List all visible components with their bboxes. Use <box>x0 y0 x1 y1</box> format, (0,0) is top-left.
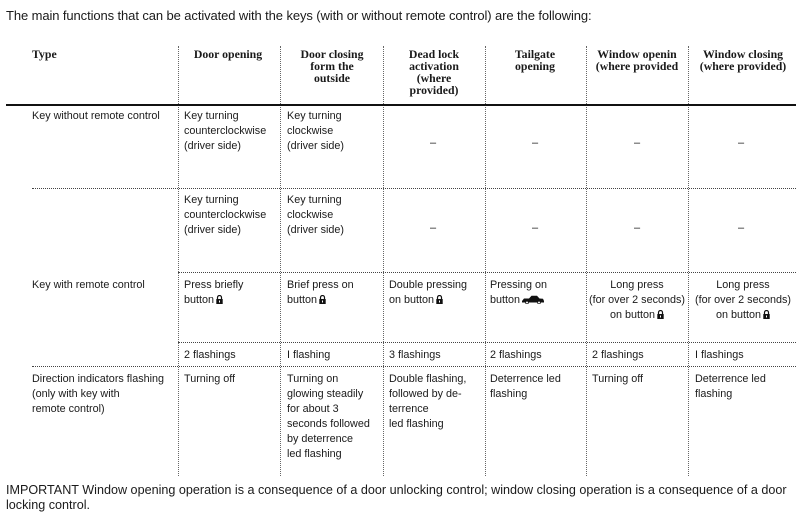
cell-text: button <box>490 294 521 306</box>
padlock-icon <box>319 295 326 304</box>
cell-dead-lock <box>389 278 467 308</box>
cell-line: (for over 2 seconds) <box>588 294 685 306</box>
cell-window-closing <box>695 372 766 402</box>
cell-line <box>287 293 354 308</box>
cell-line: Deterrence led <box>695 373 766 385</box>
cell-tailgate <box>490 372 561 402</box>
dash: – <box>532 137 539 149</box>
cell-door-opening <box>184 109 266 154</box>
cell-line: flashing <box>490 388 528 400</box>
cell-text: on button <box>715 309 762 321</box>
cell-dead-lock <box>389 372 466 432</box>
cell-tailgate <box>490 278 547 308</box>
cell-door-opening <box>184 372 235 387</box>
column-divider <box>178 46 179 476</box>
cell-line: Key turning <box>184 110 239 122</box>
car-icon <box>522 295 544 304</box>
cell-line: Press briefly <box>184 279 244 291</box>
cell-flashings: I flashings <box>695 349 744 361</box>
cell-line: Double pressing <box>389 279 468 291</box>
padlock-icon <box>763 310 770 319</box>
cell-line: (for over 2 seconds) <box>694 294 791 306</box>
dash: – <box>738 222 745 234</box>
header-door-closing <box>282 48 382 84</box>
cell-line: Direction indicators flashing <box>32 373 165 385</box>
header-window-opening <box>588 48 686 72</box>
cell-text: button <box>184 294 215 306</box>
cell-window-opening <box>592 372 643 387</box>
cell-window-closing <box>690 278 796 323</box>
cell-line: Turning on <box>287 373 339 385</box>
cell-line: Long press <box>610 279 664 291</box>
header-line: opening <box>515 59 555 73</box>
cell-line: (driver side) <box>184 224 241 236</box>
cell-line <box>389 293 467 308</box>
cell-flashings: 3 flashings <box>389 349 441 361</box>
cell-line: (only with key with <box>32 388 120 400</box>
cell-line: seconds followed <box>287 418 370 430</box>
cell-line <box>490 293 547 308</box>
dash: – <box>430 137 437 149</box>
cell-line: counterclockwise <box>184 125 267 137</box>
cell-line: Key turning <box>287 194 342 206</box>
cell-line: Double flashing, <box>389 373 467 385</box>
header-line: (where provided) <box>699 59 787 73</box>
cell-line: Turning off <box>592 373 644 385</box>
padlock-icon <box>216 295 223 304</box>
cell-line <box>184 293 243 308</box>
cell-door-closing <box>287 109 344 154</box>
cell-window-opening <box>588 278 686 323</box>
cell-flashings: I flashing <box>287 349 331 361</box>
header-line: (where <box>416 71 452 85</box>
header-rule <box>6 104 796 106</box>
cell-line: Deterrence led <box>490 373 561 385</box>
cell-line: Long press <box>716 279 770 291</box>
header-line: activation <box>409 59 459 73</box>
row-divider <box>32 188 796 189</box>
header-line: Window closing <box>702 47 784 61</box>
cell-line: Key turning <box>184 194 239 206</box>
cell-door-closing <box>287 278 354 308</box>
cell-text: on button <box>389 294 435 306</box>
row-divider <box>178 342 796 343</box>
cell-line: glowing steadily <box>287 388 364 400</box>
cell-door-closing <box>287 372 370 462</box>
header-line: form the <box>310 59 354 73</box>
column-divider <box>485 46 486 476</box>
column-divider <box>383 46 384 476</box>
row-label-key-without-remote: Key without remote control <box>32 110 160 122</box>
cell-line: Turning off <box>184 373 236 385</box>
cell-door-opening <box>184 278 243 308</box>
header-dead-lock <box>385 48 483 96</box>
header-line: Dead lock <box>408 47 460 61</box>
column-divider <box>586 46 587 476</box>
header-line: Door closing <box>300 47 364 61</box>
row-label-key-with-remote: Key with remote control <box>32 279 145 291</box>
cell-door-closing <box>287 193 344 238</box>
header-line: (where provided <box>595 59 679 73</box>
cell-line: flashing <box>695 388 733 400</box>
cell-line: terrence <box>389 403 429 415</box>
header-type: Type <box>32 47 57 61</box>
cell-line <box>690 308 796 323</box>
cell-text: button <box>287 294 318 306</box>
cell-line <box>588 308 686 323</box>
cell-line: counterclockwise <box>184 209 267 221</box>
cell-flashings: 2 flashings <box>490 349 542 361</box>
cell-line: clockwise <box>287 209 334 221</box>
header-line: Window openin <box>597 47 677 61</box>
header-window-closing <box>690 48 796 72</box>
header-door-opening: Door opening <box>193 47 263 61</box>
column-divider <box>280 46 281 476</box>
dash: – <box>634 137 641 149</box>
cell-line: (driver side) <box>287 140 344 152</box>
cell-line: for about 3 <box>287 403 339 415</box>
cell-line: clockwise <box>287 125 334 137</box>
header-line: provided) <box>409 83 459 97</box>
header-tailgate <box>487 48 583 72</box>
cell-line: remote control) <box>32 403 105 415</box>
padlock-icon <box>657 310 664 319</box>
cell-line: (driver side) <box>287 224 344 236</box>
padlock-icon <box>436 295 443 304</box>
cell-line: Pressing on <box>490 279 548 291</box>
cell-line: by deterrence <box>287 433 354 445</box>
header-line: outside <box>313 71 351 85</box>
cell-line: Brief press on <box>287 279 354 291</box>
cell-line: Key turning <box>287 110 342 122</box>
cell-line: followed by de- <box>389 388 462 400</box>
dash: – <box>532 222 539 234</box>
row-divider <box>32 366 796 367</box>
cell-line: led flashing <box>389 418 444 430</box>
dash: – <box>738 137 745 149</box>
cell-line: (driver side) <box>184 140 241 152</box>
cell-text: on button <box>609 309 656 321</box>
dash: – <box>430 222 437 234</box>
cell-flashings: 2 flashings <box>592 349 644 361</box>
dash: – <box>634 222 641 234</box>
intro-text: The main functions that can be activated with the keys (with or without remote control) are the following: <box>6 8 592 23</box>
cell-flashings: 2 flashings <box>184 349 236 361</box>
cell-line: led flashing <box>287 448 342 460</box>
header-line: Tailgate <box>514 47 556 61</box>
row-label-direction-indicators <box>32 372 164 417</box>
cell-door-opening <box>184 193 266 238</box>
important-note: IMPORTANT Window opening operation is a consequence of a door unlocking control; window closing operation is a consequence of a door locking control. <box>6 483 787 512</box>
column-divider <box>688 46 689 476</box>
row-divider <box>178 272 796 273</box>
